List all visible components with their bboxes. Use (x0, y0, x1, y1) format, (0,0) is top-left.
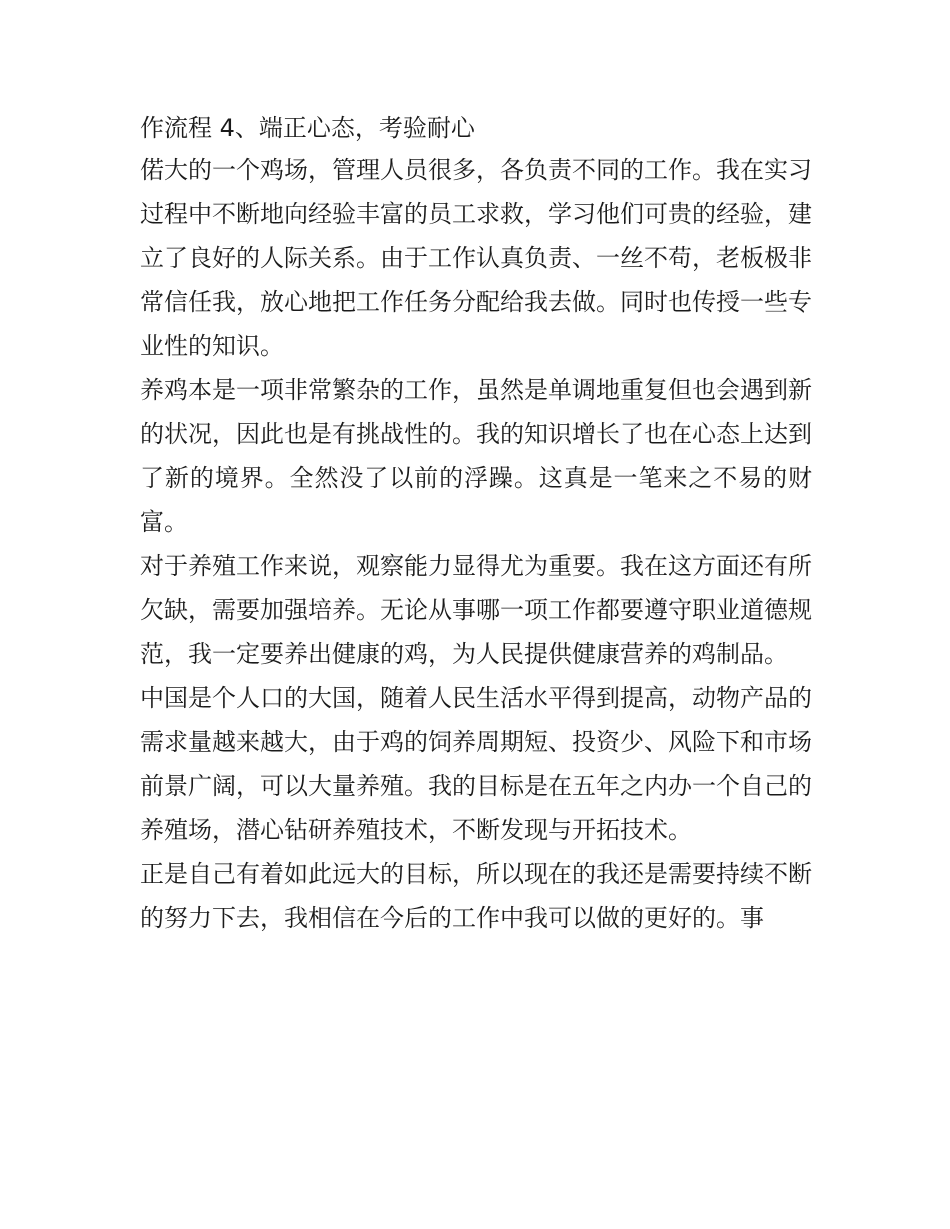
paragraph-1: 偌大的一个鸡场，管理人员很多，各负责不同的工作。我在实习过程中不断地向经验丰富的员工求救，学习他们可贵的经验，建立了良好的人际关系。由于工作认真负责、一丝不苟，老板极非常信任我，放心地把工作任务分配给我去做。同时也传授一些专业性的知识。 (140, 156, 812, 360)
paragraph-2: 养鸡本是一项非常繁杂的工作，虽然是单调地重复但也会遇到新的状况，因此也是有挑战性的。我的知识增长了也在心态上达到了新的境界。全然没了以前的浮躁。这真是一笔来之不易的财富。 (140, 376, 812, 536)
document-body (140, 110, 812, 940)
paragraph-5: 正是自己有着如此远大的目标，所以现在的我还是需要持续不断的努力下去，我相信在今后的工作中我可以做的更好的。事 (140, 860, 812, 932)
paragraph-4: 中国是个人口的大国，随着人民生活水平得到提高，动物产品的需求量越来越大，由于鸡的饲养周期短、投资少、风险下和市场前景广阔，可以大量养殖。我的目标是在五年之内办一个自己的养殖场，潜心钻研养殖技术，不断发现与开拓技术。 (140, 684, 812, 844)
paragraph-3: 对于养殖工作来说，观察能力显得尤为重要。我在这方面还有所欠缺，需要加强培养。无论从事哪一项工作都要遵守职业道德规范，我一定要养出健康的鸡，为人民提供健康营养的鸡制品。 (140, 552, 812, 668)
section-heading: 作流程 4、端正心态，考验耐心 (140, 114, 475, 142)
